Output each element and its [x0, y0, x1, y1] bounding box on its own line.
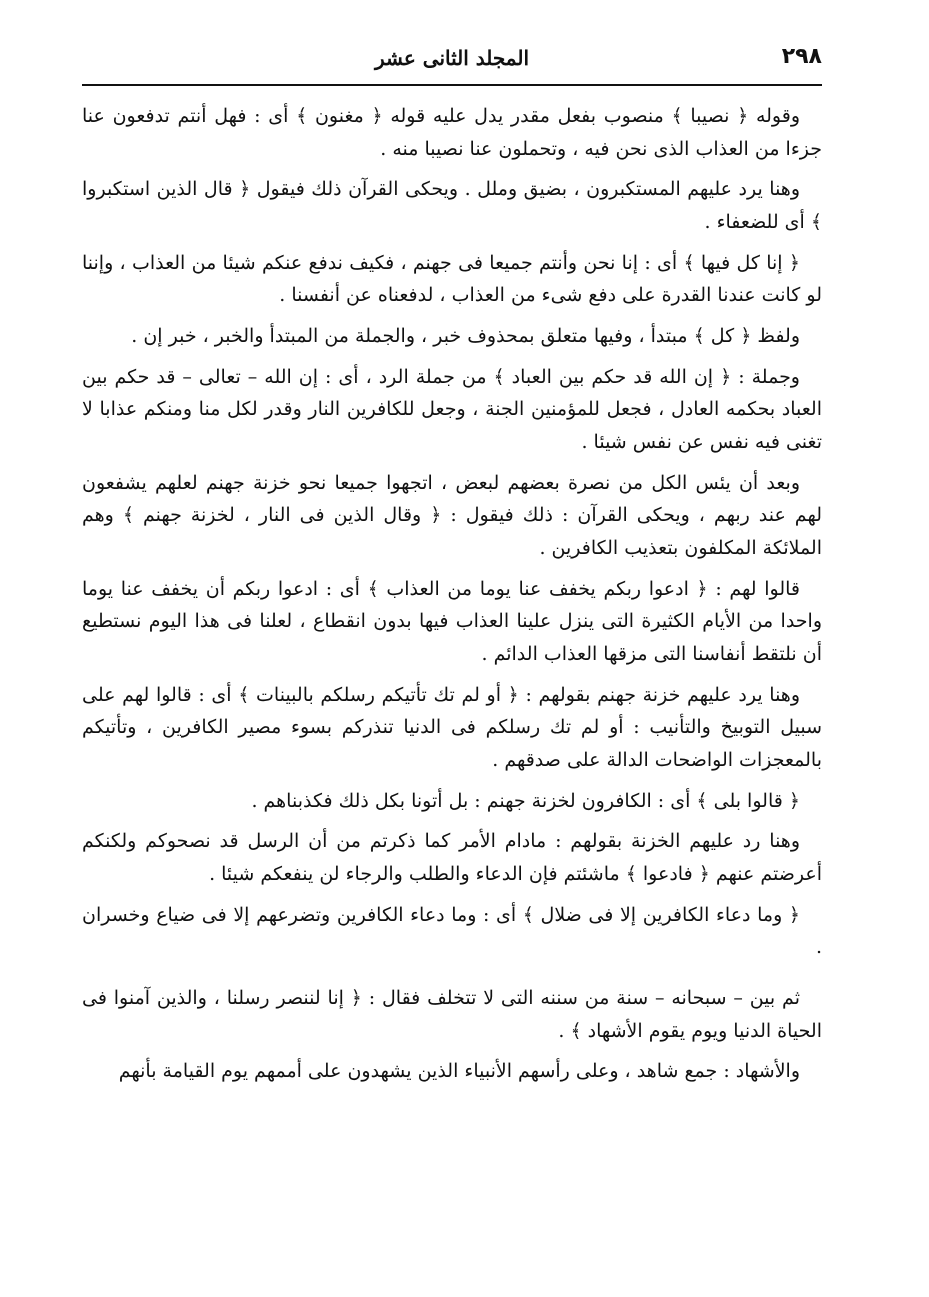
paragraph: ثم بين – سبحانه – سنة من سننه التى لا تتخلف فقال : ﴿ إنا لننصر رسلنا ، والذين آمنوا فى الحياة الدنيا ويوم يقوم الأشهاد ﴾ .: [82, 987, 822, 1042]
page-number: ٢٩٨: [781, 44, 822, 69]
paragraph: والأشهاد : جمع شاهد ، وعلى رأسهم الأنبياء الذين يشهدون على أممهم يوم القيامة بأنهم: [118, 1060, 800, 1083]
paragraph: وبعد أن يئس الكل من نصرة بعضهم لبعض ، اتجهوا جميعا نحو خزنة جهنم لعلهم يشفعون لهم عند ربهم ، ويحكى القرآن : ذلك فيقول : ﴿ وقال الذين فى النار ، لخزنة جهنم ﴾ وهم الملائكة المكلفون بتعذيب الكافرين .: [82, 471, 822, 560]
paragraph: ولفظ ﴿ كل ﴾ مبتدأ ، وفيها متعلق بمحذوف خبر ، والجملة من المبتدأ والخبر ، خبر إن .: [131, 325, 800, 348]
paragraph: وهنا يرد عليهم خزنة جهنم بقولهم : ﴿ أو لم تك تأتيكم رسلكم بالبينات ﴾ أى : قالوا لهم على سبيل التوبيخ والتأنيب : أو لم تك رسلكم فى الدنيا تنذركم بسوء مصير الكافرين ، وتأتيكم بالمعجزات الواضحات الدالة على صدقهم .: [82, 683, 822, 772]
paragraph: وهنا يرد عليهم المستكبرون ، بضيق وملل . ويحكى القرآن ذلك فيقول ﴿ قال الذين استكبروا ﴾ أى للضعفاء .: [82, 178, 822, 234]
header-rule: [82, 84, 822, 86]
page-header: [82, 40, 822, 80]
paragraph: وهنا رد عليهم الخزنة بقولهم : مادام الأمر كما ذكرتم من أن الرسل قد نصحوكم ولكنكم أعرضتم عنهم ﴿ فادعوا ﴾ ماشئتم فإن الدعاء والطلب والرجاء لن ينفعكم شيئا .: [82, 830, 822, 886]
paragraph: ﴿ قالوا بلى ﴾ أى : الكافرون لخزنة جهنم : بل أتونا بكل ذلك فكذبناهم .: [251, 789, 800, 812]
paragraph: وجملة : ﴿ إن الله قد حكم بين العباد ﴾ من جملة الرد ، أى : إن الله – تعالى – قد حكم بين العباد بحكمه العادل ، فجعل للمؤمنين الجنة ، وجعل للكافرين النار وقدر لكل منا ومنكم عذابا لا تغنى فيه نفس عن نفس شيئا .: [82, 365, 822, 454]
paragraph: ﴿ وما دعاء الكافرين إلا فى ضلال ﴾ أى : وما دعاء الكافرين وتضرعهم إلا فى ضياع وخسران .: [82, 903, 822, 959]
paragraph: ﴿ إنا كل فيها ﴾ أى : إنا نحن وأنتم جميعا فى جهنم ، فكيف ندفع عنكم شيئا من العذاب ، وإننا لو كانت عندنا القدرة على دفع شىء من العذاب ، لدفعناه عن أنفسنا .: [82, 251, 822, 307]
running-head: المجلد الثانى عشر: [375, 46, 529, 70]
paragraph: وقوله ﴿ نصيبا ﴾ منصوب بفعل مقدر يدل عليه قوله ﴿ مغنون ﴾ أى : فهل أنتم تدفعون عنا جزءا من العذاب الذى نحن فيه ، وتحملون عنا نصيبا منه .: [82, 105, 822, 160]
page-body: [82, 100, 822, 1096]
paragraph: قالوا لهم : ﴿ ادعوا ربكم يخفف عنا يوما من العذاب ﴾ أى : ادعوا ربكم أن يخفف عنا يوما واحدا من الأيام الكثيرة التى ينزل علينا العذاب فيها بدون انقطاع ، لعلنا فى هذا اليوم نستطيع أن نلتقط أنفاسنا التى مزقها العذاب الدائم .: [82, 577, 822, 666]
